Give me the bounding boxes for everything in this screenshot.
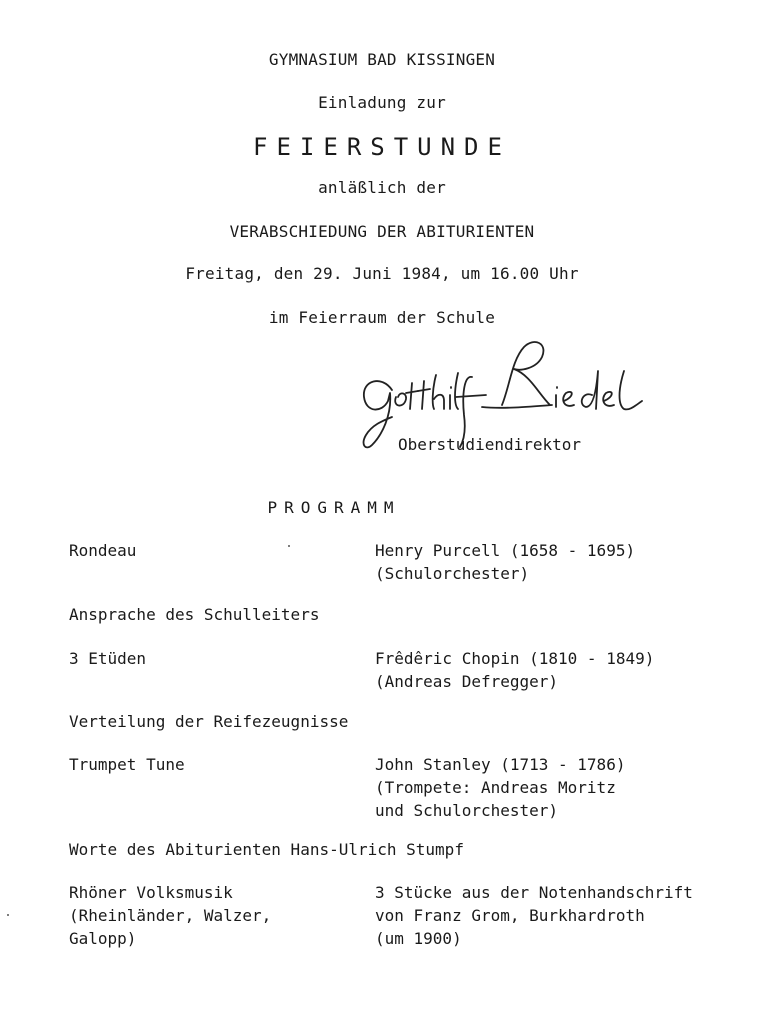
invite-line: Einladung zur <box>318 93 446 112</box>
signatory-title: Oberstudiendirektor <box>398 435 582 454</box>
program-item-5-title: Trumpet Tune <box>69 755 185 774</box>
program-item-5-performer: John Stanley (1713 - 1786) (Trompete: Andreas Moritz und Schulorchester) <box>375 755 626 820</box>
event-place: im Feierraum der Schule <box>268 308 496 327</box>
school-name: GYMNASIUM BAD KISSINGEN <box>268 50 496 69</box>
program-item-6-title: Worte des Abiturienten Hans-Ulrich Stumpf <box>69 840 464 859</box>
program-item-1-title: Rondeau <box>69 541 137 560</box>
event-date: Freitag, den 29. Juni 1984, um 16.00 Uhr <box>185 264 579 283</box>
event-title: FEIERSTUNDE <box>253 133 511 161</box>
program-item-1-performer: Henry Purcell (1658 - 1695) (Schulorchester) <box>375 541 636 583</box>
program-item-2-title: Ansprache des Schulleiters <box>69 605 320 624</box>
program-heading: PROGRAMM <box>267 498 401 517</box>
program-item-3-title: 3 Etüden <box>69 649 147 668</box>
program-item-4-title: Verteilung der Reifezeugnisse <box>69 712 349 731</box>
occasion-line: VERABSCHIEDUNG DER ABITURIENTEN <box>229 222 535 241</box>
program-item-3-performer: Frêdêric Chopin (1810 - 1849) (Andreas Defregger) <box>375 649 655 691</box>
program-item-7-performer: 3 Stücke aus der Notenhandschrift von Franz Grom, Burkhardroth (um 1900) <box>375 883 693 948</box>
program-item-7-title: Rhöner Volksmusik (Rheinländer, Walzer, Galopp) <box>69 883 272 948</box>
occasion-prefix: anläßlich der <box>318 178 446 197</box>
